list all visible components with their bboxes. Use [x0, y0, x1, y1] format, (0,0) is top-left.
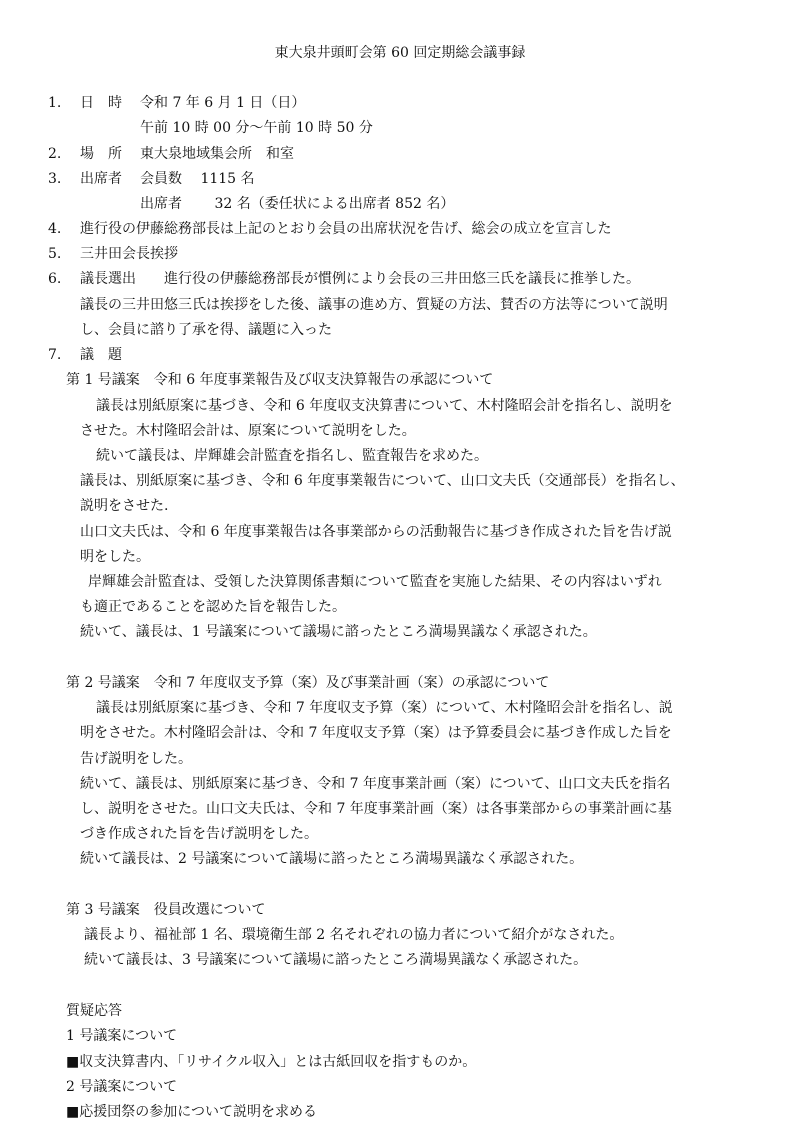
item-number: 3.	[48, 171, 62, 187]
agenda-heading: 第 3 号議案 役員改選について	[66, 902, 266, 918]
item-value-continued: 出席者 32 名（委任状による出席者 852 名）	[140, 196, 455, 212]
qa-line: 2 号議案について	[66, 1079, 178, 1095]
item-text-continued: 議長の三井田悠三氏は挨拶をした後、議事の進め方、質疑の方法、賛否の方法等について説明	[80, 297, 668, 313]
item-value: 東大泉地域集会所 和室	[140, 146, 294, 162]
agenda-line: 続いて議長は、2 号議案について議場に諮ったところ満場異議なく承認された。	[80, 851, 584, 867]
agenda-line: 続いて、議長は、別紙原案に基づき、令和 7 年度事業計画（案）について、山口文夫氏を指名	[80, 776, 671, 792]
agenda-line: 山口文夫氏は、令和 6 年度事業報告は各事業部からの活動報告に基づき作成された旨を告げ説	[80, 524, 672, 540]
agenda-line: 明をした。	[80, 549, 150, 565]
qa-line: ■収支決算書内、「リサイクル収入」とは古紙回収を指すものか。	[66, 1054, 477, 1070]
item-text: 進行役の伊藤総務部長は上記のとおり会員の出席状況を告げ、総会の成立を宣言した	[80, 221, 612, 237]
item-number: 1.	[48, 95, 62, 111]
qa-line: ■応援団祭の参加について説明を求める	[66, 1104, 317, 1120]
item-value-continued: 午前 10 時 00 分〜午前 10 時 50 分	[140, 120, 373, 136]
agenda-line: 議長は別紙原案に基づき、令和 7 年度収支予算（案）について、木村隆昭会計を指名し、説	[96, 700, 673, 716]
item-number: 5.	[48, 246, 62, 262]
item-label: 日 時	[80, 95, 122, 111]
agenda-line: 続いて議長は、3 号議案について議場に諮ったところ満場異議なく承認された。	[84, 952, 588, 968]
agenda-heading: 第 2 号議案 令和 7 年度収支予算（案）及び事業計画（案）の承認について	[66, 675, 550, 691]
agenda-line: 説明をさせた.	[80, 498, 169, 514]
item-number: 6.	[48, 271, 62, 287]
qa-line: 1 号議案について	[66, 1028, 178, 1044]
item-text: 三井田会長挨拶	[80, 246, 178, 262]
item-number: 4.	[48, 221, 62, 237]
item-text-continued: し、会員に諮り了承を得、議題に入った	[80, 322, 332, 338]
item-text: 議 題	[80, 347, 122, 363]
item-label: 出席者	[80, 171, 122, 187]
item-number: 2.	[48, 146, 62, 162]
document-title: 東大泉井頭町会第 60 回定期総会議事録	[274, 45, 526, 61]
agenda-line: も適正であることを認めた旨を報告した。	[80, 599, 346, 615]
item-value: 令和 7 年 6 月 1 日（日）	[140, 95, 306, 111]
item-text: 議長選出 進行役の伊藤総務部長が慣例により会長の三井田悠三氏を議長に推挙した。	[80, 271, 640, 287]
item-value: 会員数 1115 名	[140, 171, 255, 187]
agenda-line: 続いて議長は、岸輝雄会計監査を指名し、監査報告を求めた。	[96, 448, 488, 464]
agenda-heading: 第 1 号議案 令和 6 年度事業報告及び収支決算報告の承認について	[66, 372, 494, 388]
agenda-line: 告げ説明をした。	[80, 751, 192, 767]
agenda-line: 議長は、別紙原案に基づき、令和 6 年度事業報告について、山口文夫氏（交通部長）を指名し、	[80, 473, 685, 489]
agenda-line: づき作成された旨を告げ説明をした。	[80, 826, 318, 842]
qa-heading: 質疑応答	[66, 1003, 122, 1019]
agenda-line: 続いて、議長は、1 号議案について議場に諮ったところ満場異議なく承認された。	[80, 624, 597, 640]
agenda-line: 岸輝雄会計監査は、受領した決算関係書類について監査を実施した結果、その内容はいずれ	[88, 574, 662, 590]
agenda-line: し、説明をさせた。山口文夫氏は、令和 7 年度事業計画（案）は各事業部からの事業計画に基	[80, 801, 672, 817]
item-label: 場 所	[80, 146, 122, 162]
agenda-line: 議長より、福祉部 1 名、環境衛生部 2 名それぞれの協力者について紹介がなされた。	[84, 927, 624, 943]
agenda-line: 議長は別紙原案に基づき、令和 6 年度収支決算書について、木村隆昭会計を指名し、説明を	[96, 398, 673, 414]
agenda-line: 明をさせた。木村隆昭会計は、令和 7 年度収支予算（案）は予算委員会に基づき作成した旨を	[80, 725, 672, 741]
item-number: 7.	[48, 347, 62, 363]
agenda-line: させた。木村隆昭会計は、原案について説明をした。	[80, 423, 416, 439]
